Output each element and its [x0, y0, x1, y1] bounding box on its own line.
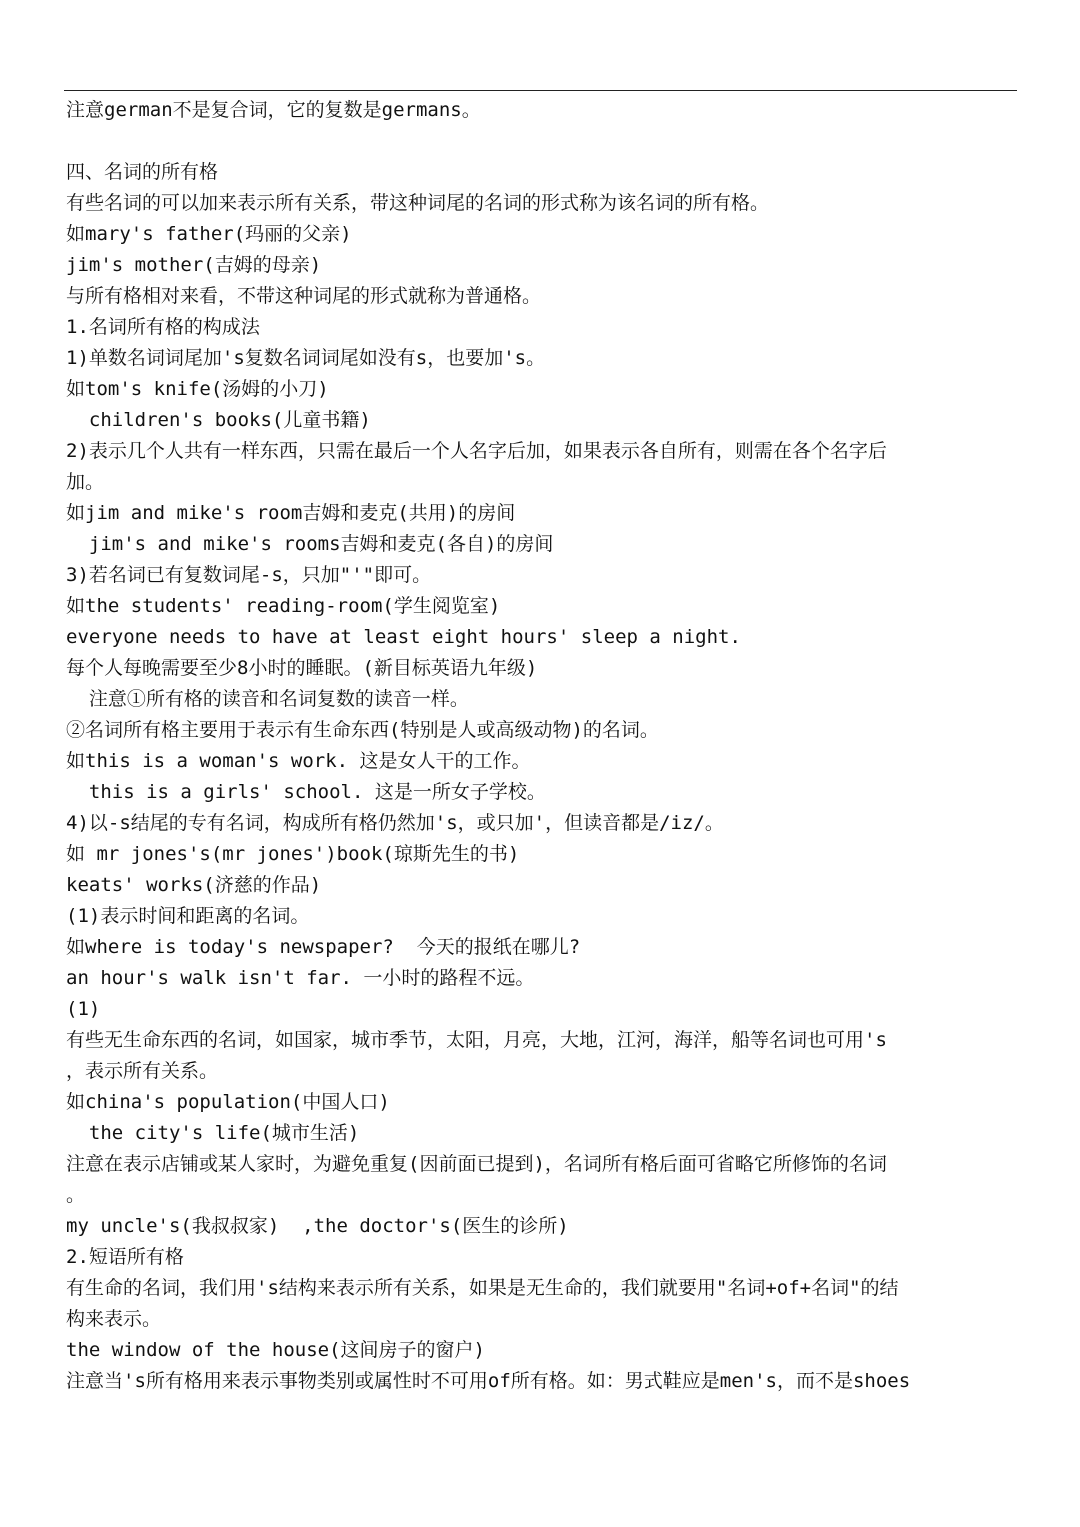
text-line: 如tom's knife(汤姆的小刀): [66, 378, 329, 400]
text-line: 每个人每晚需要至少8小时的睡眠。(新目标英语九年级): [66, 657, 538, 679]
text-line: 注意当's所有格用来表示事物类别或属性时不可用of所有格。如：男式鞋应是men's，而不是shoes: [66, 1370, 911, 1392]
text-line: ，表示所有关系。: [66, 1060, 219, 1082]
text-line: 4)以-s结尾的专有名词，构成所有格仍然加's，或只加'，但读音都是/iz/。: [66, 812, 724, 834]
text-line: keats' works(济慈的作品): [66, 874, 322, 896]
text-line: the city's life(城市生活): [66, 1122, 360, 1144]
text-line: 2)表示几个人共有一样东西，只需在最后一个人名字后加，如果表示各自所有，则需在各个名字后: [66, 440, 887, 462]
text-line: 如this is a woman's work. 这是女人干的工作。: [66, 750, 531, 772]
text-line: an hour's walk isn't far. 一小时的路程不远。: [66, 967, 535, 989]
text-line: 如the students' reading-room(学生阅览室): [66, 595, 501, 617]
header-rule: [64, 90, 1017, 91]
text-line: 3)若名词已有复数词尾-s，只加"'"即可。: [66, 564, 432, 586]
text-line: ②名词所有格主要用于表示有生命东西(特别是人或高级动物)的名词。: [66, 719, 659, 741]
text-line: everyone needs to have at least eight hours' sleep a night.: [66, 626, 741, 648]
text-line: (1): [66, 998, 101, 1020]
text-line: the window of the house(这间房子的窗户): [66, 1339, 485, 1361]
text-line: 注意german不是复合词，它的复数是germans。: [66, 99, 481, 121]
text-line: 有些名词的可以加来表示所有关系，带这种词尾的名词的形式称为该名词的所有格。: [66, 192, 770, 214]
document-body: [66, 95, 1010, 1397]
text-line: 如china's population(中国人口): [66, 1091, 390, 1113]
text-line: 构来表示。: [66, 1308, 162, 1330]
text-line: [66, 126, 1010, 157]
text-line: 如 mr jones's(mr jones')book(琼斯先生的书): [66, 843, 520, 865]
text-line: 注意①所有格的读音和名词复数的读音一样。: [66, 688, 469, 710]
text-line: 注意在表示店铺或某人家时，为避免重复(因前面已提到)，名词所有格后面可省略它所修饰的名词: [66, 1153, 887, 1175]
text-line: 1.名词所有格的构成法: [66, 316, 260, 338]
text-line: jim's and mike's rooms吉姆和麦克(各自)的房间: [66, 533, 554, 555]
text-line: 如jim and mike's room吉姆和麦克(共用)的房间: [66, 502, 516, 524]
text-line: 1)单数名词词尾加's复数名词词尾如没有s，也要加's。: [66, 347, 546, 369]
text-line: 四、名词的所有格: [66, 161, 219, 183]
text-line: my uncle's(我叔叔家) ,the doctor's(医生的诊所): [66, 1215, 569, 1237]
text-line: 2.短语所有格: [66, 1246, 184, 1268]
text-line: 加。: [66, 471, 105, 493]
text-line: this is a girls' school. 这是一所女子学校。: [66, 781, 546, 803]
text-line: jim's mother(吉姆的母亲): [66, 254, 322, 276]
text-line: 如where is today's newspaper? 今天的报纸在哪儿?: [66, 936, 581, 958]
text-line: 。: [66, 1184, 86, 1206]
text-line: 有些无生命东西的名词，如国家，城市季节，太阳，月亮，大地，江河，海洋，船等名词也可用's: [66, 1029, 887, 1051]
text-line: 与所有格相对来看，不带这种词尾的形式就称为普通格。: [66, 285, 542, 307]
text-line: (1)表示时间和距离的名词。: [66, 905, 310, 927]
text-line: children's books(儿童书籍): [66, 409, 371, 431]
text-line: 如mary's father(玛丽的父亲): [66, 223, 352, 245]
text-line: 有生命的名词，我们用's结构来表示所有关系，如果是无生命的，我们就要用"名词+of+名词"的结: [66, 1277, 899, 1299]
